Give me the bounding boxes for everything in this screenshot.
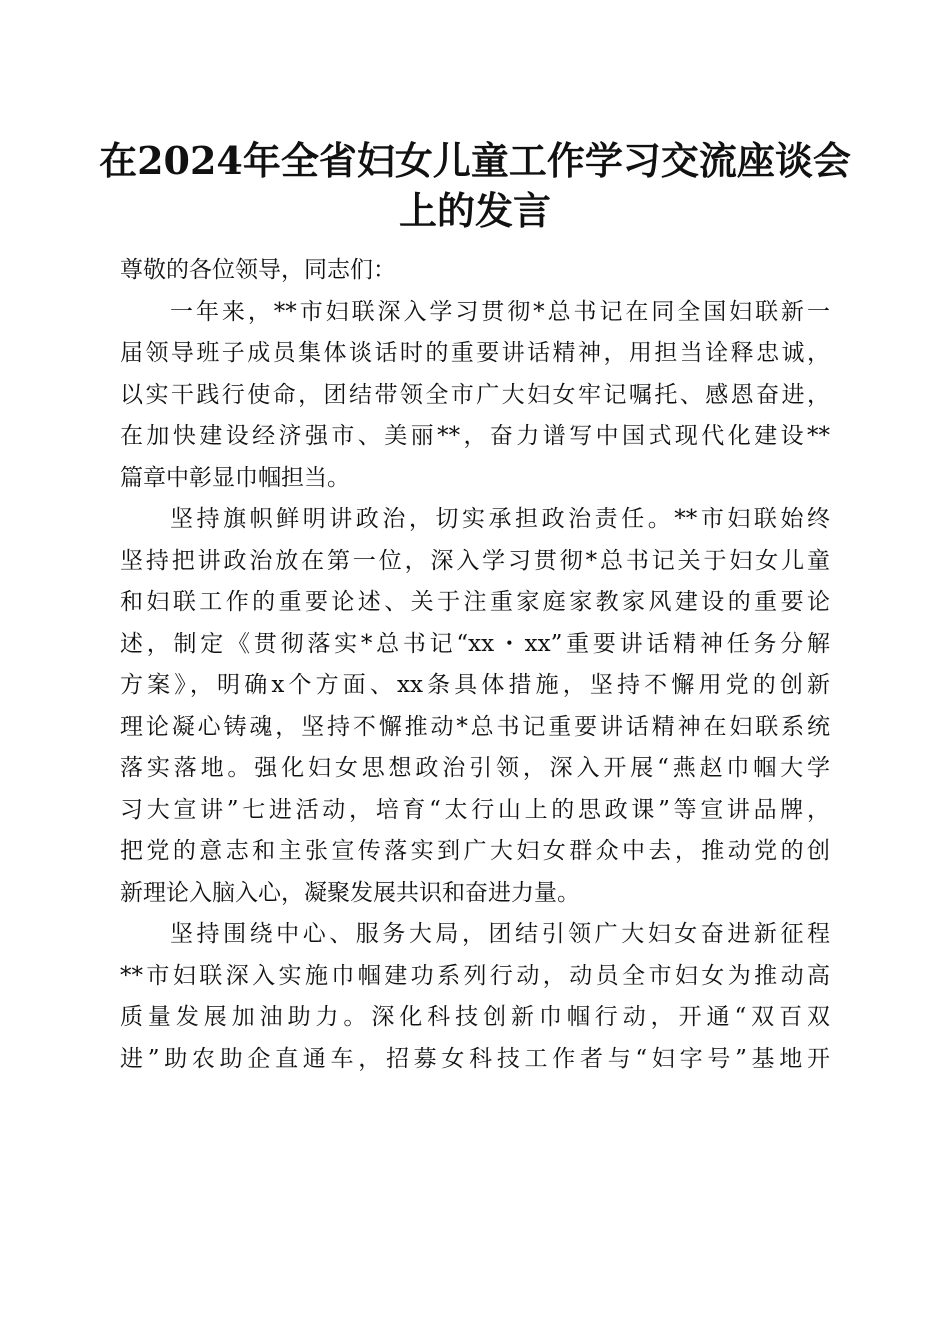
paragraph-1-line-4: 在加快建设经济强市、美丽**，奋力谱写中国式现代化建设** xyxy=(120,423,830,449)
paragraph-2-line-10: 新理论入脑入心，凝聚发展共识和奋进力量。 xyxy=(120,879,580,906)
title-line-1: 在2024年全省妇女儿童工作学习交流座谈会 xyxy=(99,138,851,183)
paragraph-2-line-1: 坚持旗帜鲜明讲政治，切实承担政治责任。**市妇联始终 xyxy=(170,506,830,532)
paragraph-2-line-9: 把党的意志和主张宣传落实到广大妇女群众中去，推动党的创 xyxy=(120,838,830,864)
paragraph-3-line-2: **市妇联深入实施巾帼建功系列行动，动员全市妇女为推动高 xyxy=(120,962,830,989)
document-title xyxy=(95,136,855,236)
paragraph-2-line-7: 落实落地。强化妇女思想政治引领，深入开展“燕赵巾帼大学 xyxy=(120,755,830,781)
paragraph-2-line-2: 坚持把讲政治放在第一位，深入学习贯彻*总书记关于妇女儿童 xyxy=(120,547,830,574)
paragraph-3-line-3: 质量发展加油助力。深化科技创新巾帼行动，开通“双百双 xyxy=(120,1004,830,1030)
paragraph-1-line-5: 篇章中彰显巾帼担当。 xyxy=(120,464,350,491)
document-body xyxy=(120,250,830,1080)
paragraph-2-line-8: 习大宣讲”七进活动，培育“太行山上的思政课”等宣讲品牌， xyxy=(120,796,830,823)
paragraph-1-line-1: 一年来，**市妇联深入学习贯彻*总书记在同全国妇联新一 xyxy=(170,298,830,325)
paragraph-2-line-3: 和妇联工作的重要论述、关于注重家庭家教家风建设的重要论 xyxy=(120,589,830,615)
paragraph-1-line-3: 以实干践行使命，团结带领全市广大妇女牢记嘱托、感恩奋进， xyxy=(120,381,830,408)
paragraph-1-line-2: 届领导班子成员集体谈话时的重要讲话精神，用担当诠释忠诚， xyxy=(120,340,830,366)
paragraph-2-line-6: 理论凝心铸魂，坚持不懈推动*总书记重要讲话精神在妇联系统 xyxy=(120,713,830,740)
salutation: 尊敬的各位领导，同志们： xyxy=(120,257,396,283)
paragraph-3-line-1: 坚持围绕中心、服务大局，团结引领广大妇女奋进新征程 xyxy=(170,921,830,947)
paragraph-2-line-5: 方案》，明确x个方面、xx条具体措施，坚持不懈用党的创新 xyxy=(120,672,830,698)
title-line-2: 上的发言 xyxy=(398,188,551,233)
paragraph-2-line-4: 述，制定《贯彻落实*总书记“xx・xx”重要讲话精神任务分解 xyxy=(120,630,830,657)
paragraph-3-line-4: 进”助农助企直通车，招募女科技工作者与“妇字号”基地开 xyxy=(120,1045,830,1072)
